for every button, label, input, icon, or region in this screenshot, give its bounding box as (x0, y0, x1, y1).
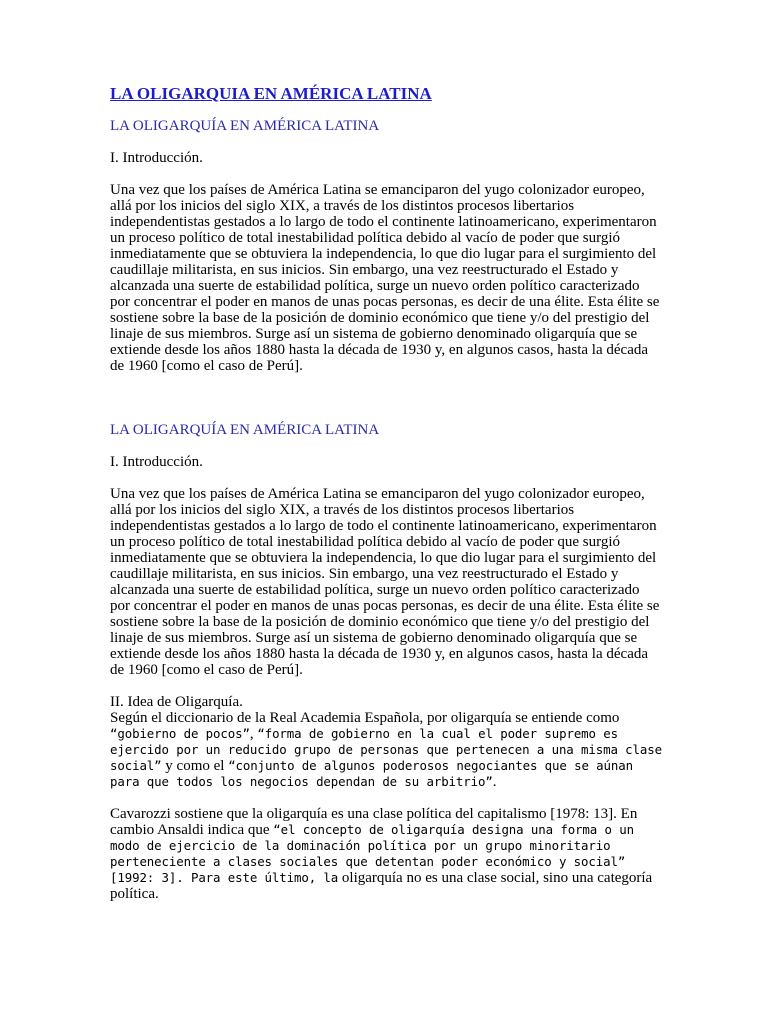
cavarozzi-lead: Cavarozzi sostiene que la oligarquía es una clase política del capitalismo [1978: 13]. En cambio Ansaldi indica que (110, 806, 638, 838)
quote-gobierno-de-pocos: “gobierno de pocos” (110, 726, 250, 741)
idea-separator: y como el (161, 758, 229, 774)
quote-conjunto-negociantes: “conjunto de algunos poderosos negociantes que se aúnan para que todos los negocios dependan de su arbitrio” (110, 758, 633, 789)
idea-separator: , (249, 726, 258, 742)
section-heading: LA OLIGARQUÍA EN AMÉRICA LATINA (110, 118, 380, 134)
idea-lead: Según el diccionario de la Real Academia Española, por oligarquía se entiende como (110, 710, 620, 726)
document-title-link[interactable]: LA OLIGARQUIA EN AMÉRICA LATINA (110, 84, 432, 103)
document-page (110, 84, 662, 902)
intro-label: I. Introducción. (110, 454, 203, 470)
cavarozzi-tail: oligarquía no es una clase social, sino una categoría política. (110, 870, 653, 902)
cavarozzi-paragraph (110, 806, 662, 902)
intro-label: I. Introducción. (110, 150, 203, 166)
idea-end: . (492, 774, 497, 790)
quote-forma-de-gobierno: “forma de gobierno en la cual el poder supremo es ejercido por un reducido grupo de personas que pertenecen a una misma clase social” (110, 726, 662, 773)
idea-label: II. Idea de Oligarquía. (110, 694, 243, 710)
idea-paragraph (110, 710, 662, 790)
section-heading: LA OLIGARQUÍA EN AMÉRICA LATINA (110, 422, 380, 438)
intro-paragraph: Una vez que los países de América Latina se emanciparon del yugo colonizador europeo, allá por los inicios del siglo XIX, a través de los distintos procesos libertarios independentistas gestados a lo largo de todo el continente latinoamericano, experimentaron un proceso político de total inestabilidad política debido al vacío de poder que surgió inmediatamente que se obtuviera la independencia, lo que dio lugar para el surgimiento del caudillaje militarista, en sus inicios. Sin embargo, una vez reestructurado el Estado y alcanzada una suerte de estabilidad política, surge un nuevo orden político caracterizado por concentrar el poder en manos de unas pocas personas, es decir de una élite. Esta élite se sostiene sobre la base de la posición de dominio económico que tiene y/o del prestigio del linaje de sus miembros. Surge así un sistema de gobierno denominado oligarquía que se extiende desde los años 1880 hasta la década de 1930 y, en algunos casos, hasta la década de 1960 [como el caso de Perú]. (110, 486, 660, 678)
ansaldi-quote: “el concepto de oligarquía designa una forma o un modo de ejercicio de la dominación política por un grupo minoritario perteneciente a clases sociales que detentan poder económico y social” [1992: 3]. Para este último, la (110, 822, 634, 885)
intro-paragraph: Una vez que los países de América Latina se emanciparon del yugo colonizador europeo, allá por los inicios del siglo XIX, a través de los distintos procesos libertarios independentistas gestados a lo largo de todo el continente latinoamericano, experimentaron un proceso político de total inestabilidad política debido al vacío de poder que surgió inmediatamente que se obtuviera la independencia, lo que dio lugar para el surgimiento del caudillaje militarista, en sus inicios. Sin embargo, una vez reestructurado el Estado y alcanzada una suerte de estabilidad política, surge un nuevo orden político caracterizado por concentrar el poder en manos de unas pocas personas, es decir de una élite. Esta élite se sostiene sobre la base de la posición de dominio económico que tiene y/o del prestigio del linaje de sus miembros. Surge así un sistema de gobierno denominado oligarquía que se extiende desde los años 1880 hasta la década de 1930 y, en algunos casos, hasta la década de 1960 [como el caso de Perú]. (110, 182, 660, 374)
